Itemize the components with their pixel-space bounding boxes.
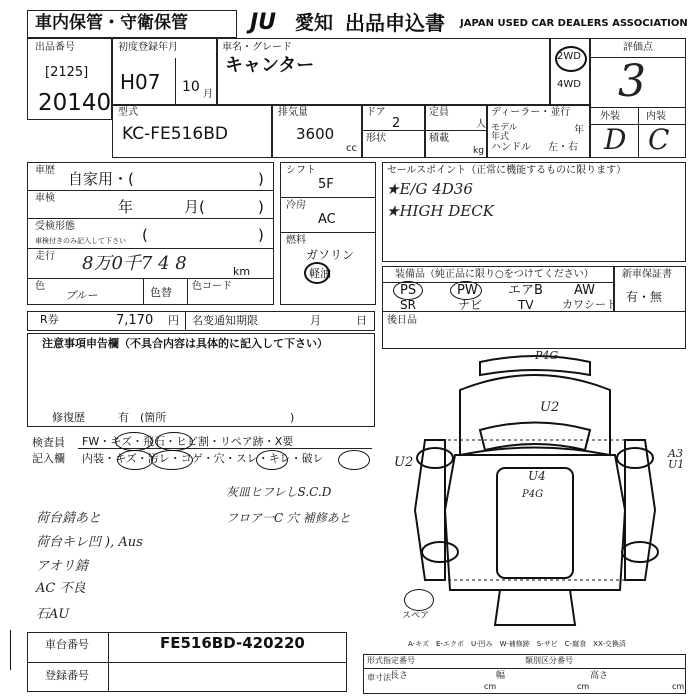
first-reg-label: 初度登録年月 (118, 42, 178, 53)
equipment-navi: ナビ (458, 298, 483, 312)
fw-kizu-circle (115, 432, 153, 451)
warranty-label: 新車保証書 (622, 269, 672, 280)
warranty-options: 有・無 (626, 290, 663, 304)
transfer-note: 車検付きのみ記入して下さい (35, 237, 126, 245)
recycle-amount: 7,170 (116, 313, 154, 328)
yabure-circle (338, 450, 370, 470)
length-unit: cm (484, 682, 497, 691)
fw-row: FW・キズ・飛石・ヒビ割・リペア跡・X要 (82, 435, 294, 448)
notify-label: 名变通知期限 (192, 314, 258, 327)
wheel-rear-left (422, 542, 458, 562)
history-value: 自家用・( (68, 170, 134, 188)
rating-label: 評価点 (623, 42, 653, 53)
equipment-sr: SR (400, 298, 416, 312)
class-label: 類別区分番号 (525, 656, 573, 665)
recycle-label: R券 (40, 313, 59, 326)
handle-label: ハンドル (491, 142, 531, 153)
yogore-circle (151, 450, 193, 470)
repair-history-label: 修復歴 (52, 411, 85, 424)
model-year-label: モデル年式 (491, 123, 518, 142)
equipment-pw: PW (457, 283, 478, 298)
diagram-mark-u2-left: U2 (394, 455, 414, 470)
load-label: 積載 (429, 133, 449, 144)
inspection-label: 車検 (35, 193, 55, 204)
hand-note-left-1: 荷台錆あと (36, 511, 102, 526)
height-label: 高さ (590, 671, 609, 681)
diagram-bed (497, 468, 573, 578)
notes-label: 注意事項申告欄（不具合内容は具体的に記入して下さい） (42, 337, 328, 350)
displacement-label: 排気量 (278, 107, 308, 118)
diagram-windshield (480, 423, 590, 451)
first-reg-month-unit: 月 (203, 89, 213, 100)
capacity-label: 定員 (429, 107, 449, 118)
hand-note-right-2: フロア一C 穴 補修あと (226, 511, 351, 525)
fw-hiseki-circle (155, 432, 193, 451)
shift-label: シフト (286, 165, 316, 176)
selling-points-label: セールスポイント（正常に機能するものに限ります） (387, 165, 627, 176)
listing-sub-number: [2125] (45, 65, 89, 80)
inspection-close: ) (258, 198, 264, 216)
diagram-side-left (415, 440, 445, 580)
chassis-number: FE516BD-420220 (160, 634, 305, 652)
diagram-side-right (625, 440, 655, 580)
wheel-rear-right (622, 542, 658, 562)
diagram-mark-p4g-center: P4G (522, 489, 544, 500)
fuel-diesel: 軽油 (309, 267, 331, 280)
color-change-label: 色替 (150, 286, 172, 299)
ac-label: 冷房 (286, 200, 306, 211)
binder-mark (10, 630, 19, 670)
shift-value: 5F (318, 177, 334, 192)
notify-day: 日 (356, 314, 367, 327)
hand-note-right-1: 灰皿ヒフレしS.C.D (226, 485, 332, 499)
inspector-label: 検査員 (32, 436, 65, 449)
exterior-label: 外装 (600, 111, 620, 122)
diagram-mark-u4: U4 (528, 469, 546, 483)
repair-history-value: 有 (118, 411, 129, 424)
drive-2wd: 2WD (557, 51, 581, 62)
hand-note-left-5: 石AU (36, 607, 70, 622)
first-reg-era-year: H07 (120, 70, 161, 94)
selling-point-1: ★E/G 4D36 (386, 180, 473, 198)
color-code-label: 色コード (192, 281, 232, 292)
color-value: ブルー (65, 289, 98, 302)
interior-label: 内装 (646, 111, 666, 122)
hand-note-left-4: AC 不良 (36, 581, 86, 596)
first-reg-month: 10 (182, 79, 200, 95)
diagram-mark-top: P4G (535, 349, 559, 362)
inspection-year: 年 (118, 198, 134, 216)
equipment-aw: AW (574, 283, 596, 298)
fuel-gasoline: ガソリン (306, 248, 355, 262)
selling-point-2: ★HIGH DECK (386, 202, 494, 220)
displacement-unit: cc (346, 143, 357, 154)
seal-label: 後日品 (387, 315, 417, 326)
diagram-rear (495, 590, 575, 625)
transfer-open: ( (142, 226, 148, 244)
model-label: 型式 (118, 107, 138, 118)
ju-logo: JU (250, 10, 277, 35)
car-name-label: 車名・グレード (222, 42, 292, 53)
color-label: 色 (35, 281, 45, 292)
repair-history-place: (箇所 (140, 411, 167, 424)
car-name: キャンター (225, 55, 315, 76)
equipment-leather: カワシート (562, 298, 617, 311)
handle-options: 左・右 (548, 142, 578, 153)
history-block (27, 162, 274, 305)
equipment-ps: PS (400, 283, 417, 298)
load-unit: kg (473, 146, 484, 156)
displacement: 3600 (296, 125, 335, 143)
diagram-mark-u2-top: U2 (540, 400, 560, 415)
model-code: KC-FE516BD (122, 124, 228, 144)
storage-title: 車内保管・守衛保管 (35, 13, 188, 33)
interior-row: 内装・キズ・汚レ・コゲ・穴・スレ・キレ・破レ (82, 452, 324, 465)
type-cert-label: 形式指定番号 (367, 656, 415, 665)
damage-legend: A-キズ E-エクボ U-凹み W-補修跡 S-サビ C-腐食 XX-交換済 (408, 640, 626, 648)
diagram-mark-right: A3 U1 (668, 447, 685, 471)
drive-4wd: 4WD (557, 79, 581, 90)
registration-label: 登録番号 (45, 669, 89, 682)
exterior-grade: D (604, 123, 627, 156)
width-label: 幅 (496, 671, 506, 681)
height-unit: cm (672, 682, 685, 691)
association-name: JAPAN USED CAR DEALERS ASSOCIATION (460, 18, 688, 29)
fuel-label: 燃料 (286, 235, 306, 246)
width-unit: cm (577, 682, 590, 691)
dealer-label: ディーラー・並行 (491, 107, 571, 118)
listing-number-label: 出品番号 (35, 42, 75, 53)
interior-grade: C (648, 123, 670, 156)
model-year-unit: 年 (574, 125, 584, 136)
mileage-unit: km (233, 265, 251, 278)
spare-tire-icon (404, 589, 434, 611)
kizu-circle (117, 450, 153, 470)
mileage-label: 走行 (35, 251, 55, 262)
repair-history-close: ) (290, 411, 295, 424)
rating-value: 3 (618, 56, 646, 107)
transfer-close: ) (258, 226, 264, 244)
ac-value: AC (318, 212, 336, 227)
notify-month: 月 (310, 314, 321, 327)
length-label: 長さ (390, 671, 409, 681)
sure-circle (256, 450, 288, 470)
doors: 2 (392, 116, 401, 131)
chassis-label: 車台番号 (45, 638, 89, 651)
capacity-unit: 人 (476, 119, 486, 130)
inspection-month: 月( (184, 198, 205, 216)
history-label: 車歴 (35, 165, 55, 176)
equipment-airbag: エアB (508, 283, 543, 298)
dimension-section-label: 車寸法 (367, 673, 391, 682)
doors-label: ドア (366, 107, 386, 118)
hand-note-left-3: アオリ錆 (36, 559, 88, 574)
form-title: 出品申込書 (345, 11, 445, 35)
shape-label: 形状 (366, 133, 386, 144)
transfer-label: 受検形態 (35, 221, 75, 232)
hand-note-left-2: 荷台キレ凹 ), Aus (36, 535, 143, 550)
history-close: ) (258, 170, 264, 188)
equipment-tv: TV (518, 298, 534, 312)
recycle-unit: 円 (168, 314, 179, 327)
listing-number: 20140 (38, 90, 112, 116)
spare-label: スペア (402, 611, 430, 621)
mileage-value: 8万0千7 4 8 (82, 253, 187, 274)
equipment-label: 装備品（純正品に限り○をつけてください） (395, 269, 594, 280)
entry-label: 記入欄 (32, 452, 65, 465)
logo-org: 愛知 (295, 12, 334, 34)
